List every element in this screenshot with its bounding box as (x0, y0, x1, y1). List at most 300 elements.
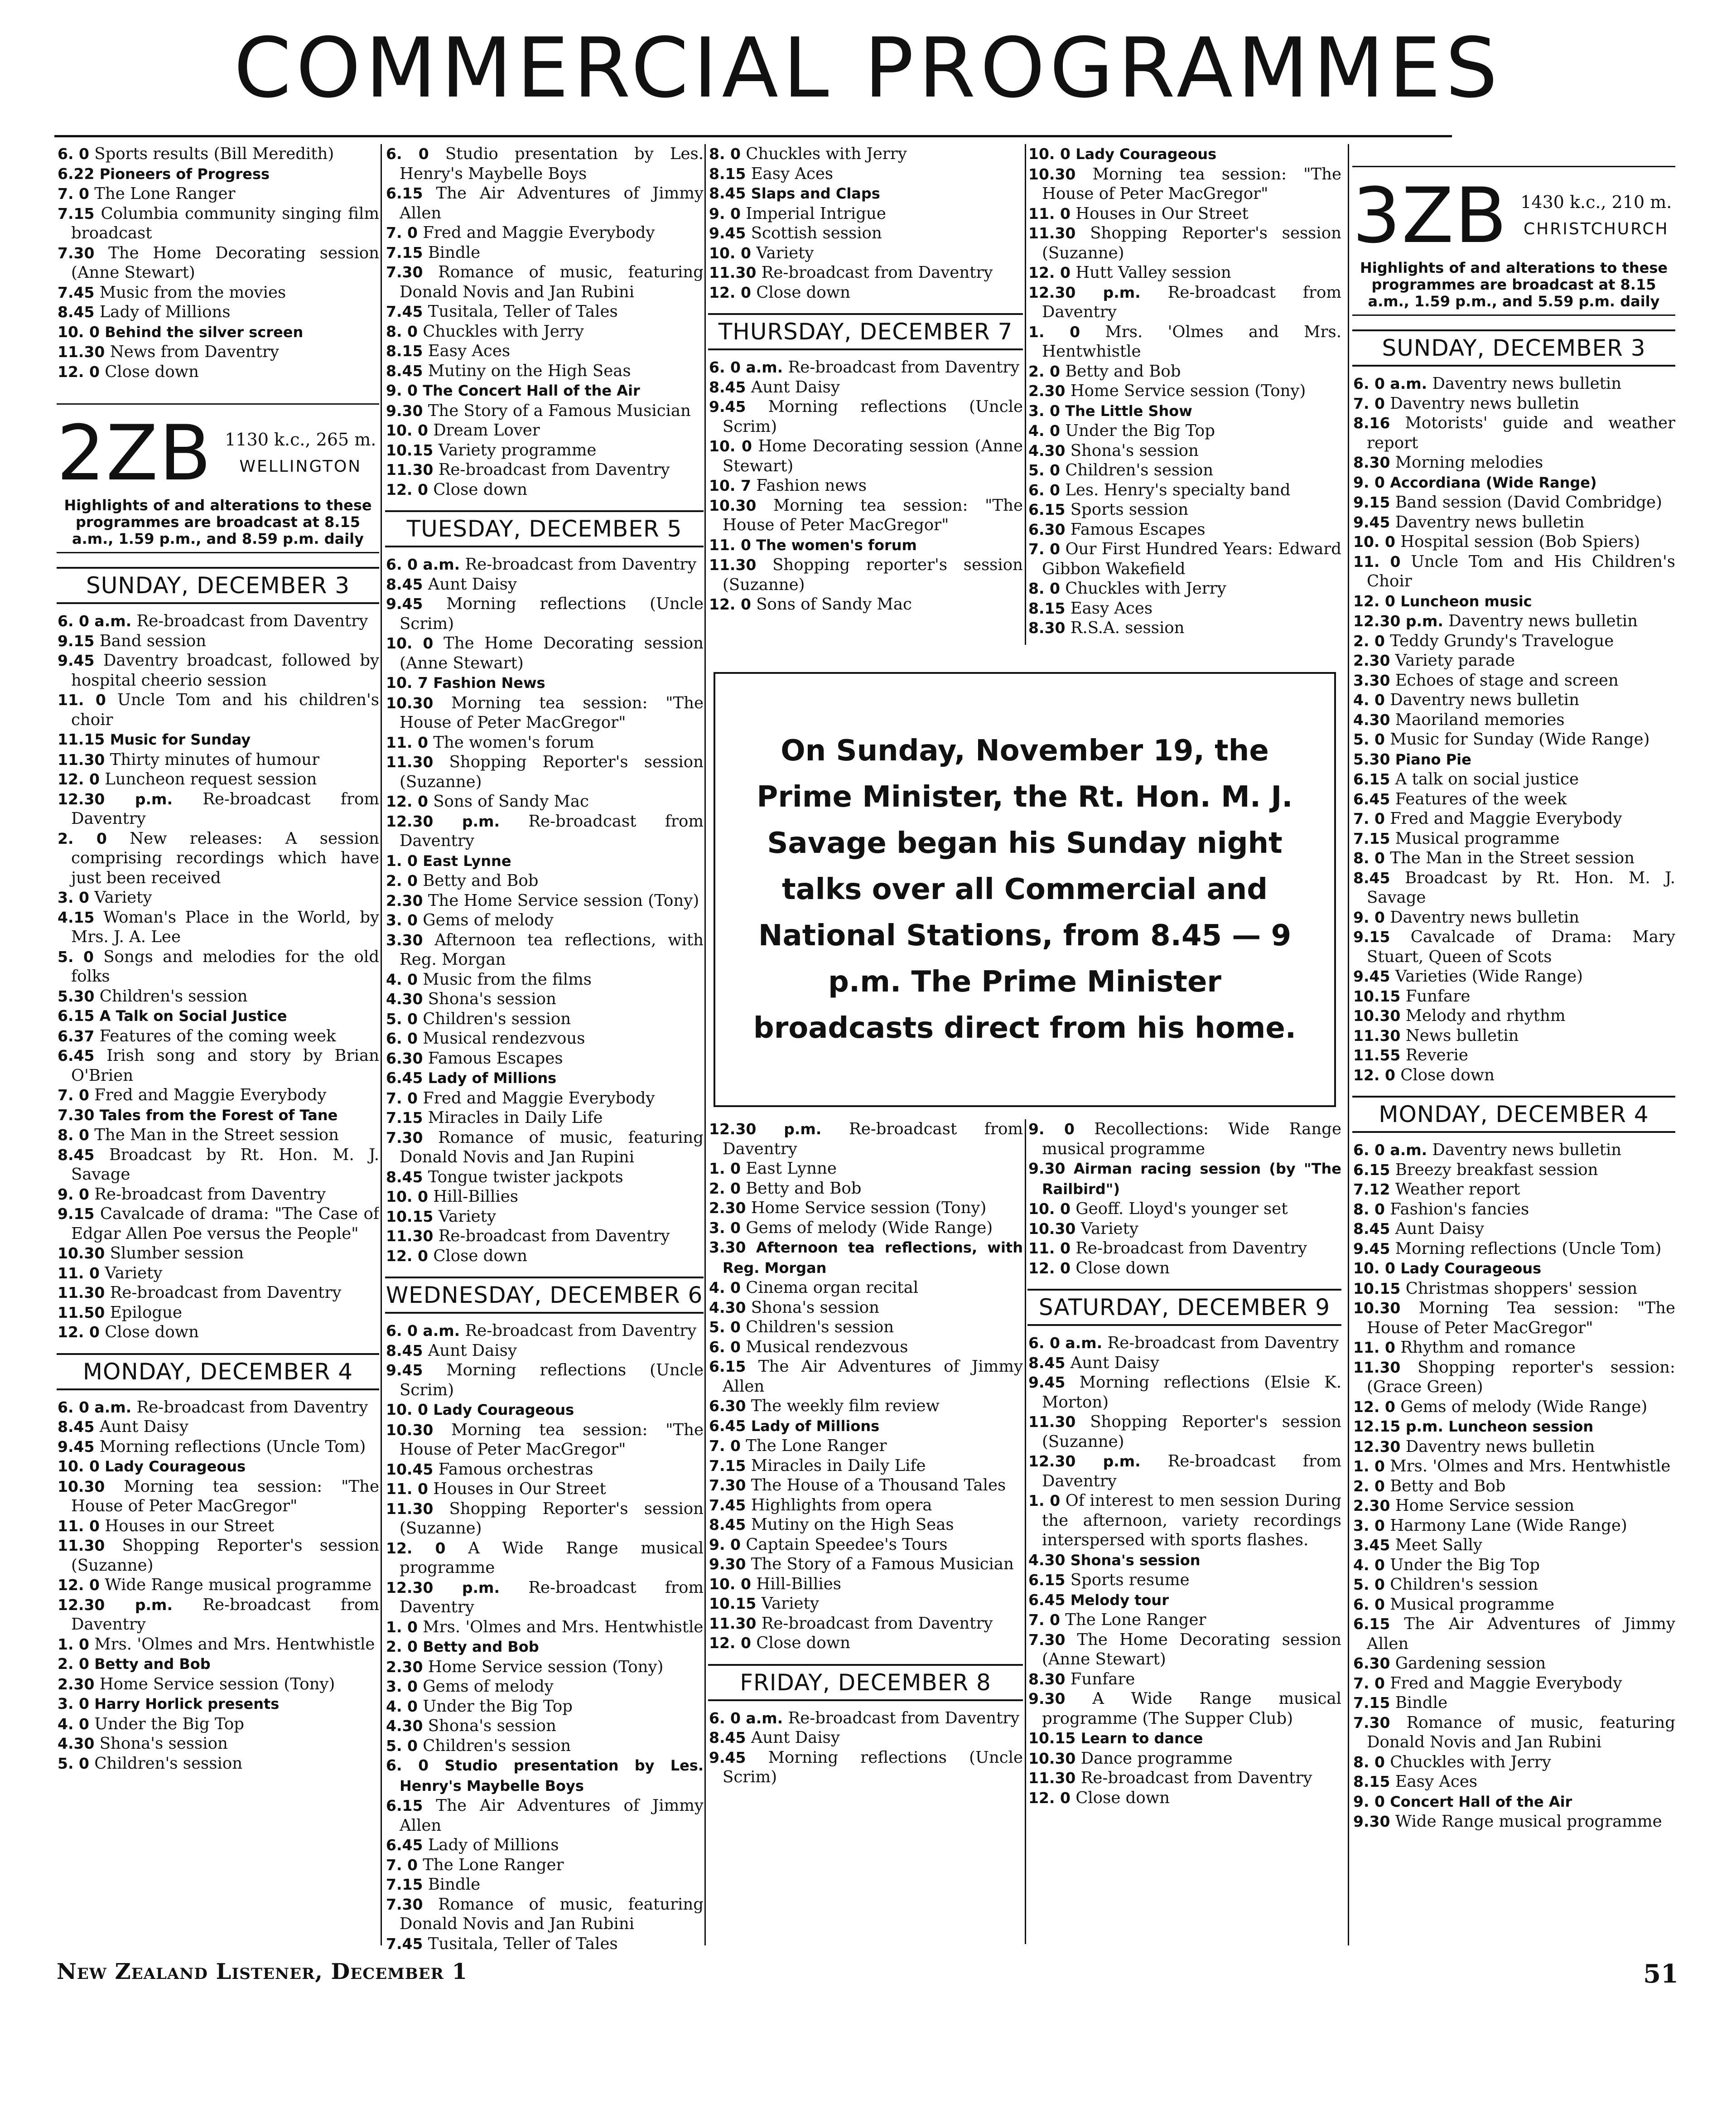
programme-title: Romance of music, featuring Donald Novis and Jan Rubini (400, 263, 704, 301)
programme-entry (57, 750, 379, 770)
programme-entry (1352, 552, 1675, 591)
programme-time: 5. 0 (1028, 461, 1060, 479)
programme-entry (1352, 374, 1675, 394)
programme-title: Columbia community singing film broadcast (71, 204, 379, 242)
programme-time: 12. 0 (709, 1634, 751, 1652)
programme-entry (1352, 1358, 1675, 1397)
programme-entry (385, 910, 704, 930)
programme-title: Re-broadcast from Daventry (1042, 283, 1341, 321)
programme-time: 9.30 (1028, 1690, 1066, 1707)
programme-entry (57, 1046, 379, 1085)
programme-entry (708, 283, 1023, 303)
programme-entry (1352, 1772, 1675, 1792)
programme-title: Daventry news bulletin (1390, 394, 1579, 413)
programme-title: Variety parade (1395, 651, 1515, 670)
programme-time: 6.15 (386, 184, 423, 202)
programme-entry (1352, 1065, 1675, 1085)
programme-entry (385, 891, 704, 911)
programme-entry (1027, 1119, 1341, 1159)
programme-time: 7.30 (386, 1128, 423, 1146)
programme-title: The Air Adventures of Jimmy Allen (400, 1796, 704, 1835)
programme-entry (1352, 1476, 1675, 1496)
programme-entry (1352, 591, 1675, 612)
programme-title: The weekly film review (751, 1397, 940, 1415)
programme-entry (385, 970, 704, 990)
programme-time: 10. 0 (386, 421, 428, 439)
programme-entry (1352, 809, 1675, 829)
programme-title: Lady of Millions (428, 1836, 559, 1854)
programme-time: 7. 0 (386, 1089, 418, 1107)
programme-entry (1027, 223, 1341, 263)
programme-time: 4.15 (58, 908, 95, 926)
column-divider (1025, 1119, 1026, 1944)
programme-time: 6. 0 a.m. (1353, 1141, 1427, 1159)
programme-time: 5. 0 (58, 1754, 89, 1772)
programme-entry (385, 812, 704, 851)
programme-title: News from Daventry (110, 343, 279, 361)
programme-time: 11.30 (386, 461, 434, 479)
programme-time: 10.15 (1028, 1729, 1076, 1747)
programme-time: 9.30 (1028, 1160, 1066, 1177)
programme-title: Funfare (1405, 987, 1471, 1006)
programme-time: 7.15 (386, 243, 423, 261)
programme-title: Tongue twister jackpots (428, 1167, 623, 1186)
programme-time: 6. 0 (386, 145, 429, 163)
programme-title: Re-broadcast from Daventry (788, 1708, 1020, 1727)
programme-entry (1352, 1006, 1675, 1026)
programme-entry (708, 1748, 1023, 1787)
programme-title: Lady Courageous (1075, 145, 1217, 163)
programme-title: Betty and Bob (1390, 1476, 1506, 1495)
programme-time: 2.30 (1353, 652, 1390, 669)
programme-title: Houses in Our Street (433, 1480, 606, 1498)
programme-time: 11.15 (58, 730, 105, 748)
programme-title: Variety programme (438, 440, 597, 459)
programme-title: Variety (761, 1594, 819, 1613)
programme-title: Shopping Reporter's session (Suzanne) (400, 1499, 704, 1538)
programme-time: 11.30 (58, 1537, 105, 1554)
programme-time: 5. 0 (1353, 730, 1385, 748)
programme-time: 12.30 p.m. (386, 1578, 500, 1596)
programme-time: 6.30 (1353, 1654, 1390, 1672)
programme-entry (1027, 480, 1341, 500)
station-frequency: 1130 k.c., 265 m. (225, 430, 376, 450)
programme-title: Children's session (94, 1754, 243, 1773)
programme-entry (57, 651, 379, 690)
programme-time: 6.45 (386, 1069, 423, 1087)
programme-entry (385, 1934, 704, 1954)
programme-entry (57, 1516, 379, 1536)
programme-time: 6.45 (1028, 1591, 1066, 1609)
programme-title: Hill-Billies (756, 1574, 841, 1593)
programme-entry (57, 1536, 379, 1575)
programme-time: 11.30 (1028, 224, 1076, 242)
programme-title: Easy Aces (751, 164, 834, 183)
column-divider (381, 144, 382, 1945)
programme-entry (708, 377, 1023, 397)
programme-title: The women's forum (433, 733, 594, 752)
programme-title: Songs and melodies for the old folks (71, 947, 379, 986)
programme-entry (57, 1417, 379, 1437)
programme-title: Sports resume (1070, 1571, 1190, 1589)
title-rule (54, 135, 1452, 137)
programme-time: 6. 0 (1353, 1595, 1385, 1613)
programme-title: Irish song and story by Brian O'Brien (71, 1046, 379, 1085)
programme-entry (1352, 1180, 1675, 1200)
programme-entry (1352, 1298, 1675, 1338)
programme-entry (57, 987, 379, 1006)
programme-time: 1. 0 (386, 1618, 418, 1636)
programme-title: Close down (433, 480, 527, 499)
programme-title: Tusitala, Teller of Tales (428, 1934, 618, 1953)
programme-time: 8.15 (1353, 1773, 1390, 1790)
programme-title: Home Decorating session (Anne Stewart) (723, 437, 1023, 475)
programme-entry (1352, 690, 1675, 710)
programme-time: 7. 0 (1028, 1611, 1060, 1629)
programme-entry (1027, 421, 1341, 441)
programme-title: Of interest to men session During the afternoon, variety recordings interspersed with sports flashes. (1042, 1491, 1341, 1549)
programme-entry (57, 1734, 379, 1754)
programme-entry (1027, 441, 1341, 461)
programme-entry (1352, 1812, 1675, 1832)
programme-entry (385, 184, 704, 223)
programme-title: Our First Hundred Years: Edward Gibbon Wakefield (1042, 540, 1341, 578)
programme-entry (708, 1456, 1023, 1476)
programme-time: 6. 0 (386, 1030, 418, 1047)
programme-entry (708, 535, 1023, 556)
programme-entry (708, 223, 1023, 243)
programme-time: 7.15 (386, 1109, 423, 1127)
column-4 (1027, 144, 1341, 661)
programme-entry (1352, 1792, 1675, 1812)
programme-time: 7.15 (58, 204, 95, 222)
programme-time: 1. 0 (1353, 1457, 1385, 1475)
programme-time: 8.45 (1028, 1354, 1066, 1372)
programme-time: 2.30 (386, 1658, 423, 1676)
programme-title: Romance of music, featuring Donald Novis and Jan Rubini (1367, 1713, 1675, 1751)
programme-title: Gems of melody (423, 911, 554, 929)
programme-title: The Little Show (1065, 402, 1192, 420)
programme-entry (708, 1728, 1023, 1748)
programme-title: Gems of melody (423, 1677, 554, 1696)
programme-time: 10.30 (58, 1244, 105, 1262)
programme-entry (385, 322, 704, 342)
programme-time: 12. 0 (386, 480, 428, 498)
programme-title: Betty and Bob (746, 1179, 862, 1198)
programme-title: Children's session (423, 1736, 571, 1755)
programme-entry (385, 1716, 704, 1736)
programme-entry (385, 1108, 704, 1128)
programme-title: Re-broadcast from Daventry (71, 789, 379, 828)
programme-entry (385, 480, 704, 500)
programme-time: 10.15 (709, 1595, 757, 1612)
programme-title: Re-broadcast from Daventry (400, 812, 704, 850)
programme-entry (708, 243, 1023, 263)
programme-time: 6.37 (58, 1027, 95, 1045)
programme-title: Geoff. Lloyd's younger set (1075, 1200, 1288, 1218)
programme-entry (57, 1026, 379, 1046)
programme-title: Mutiny on the High Seas (751, 1515, 954, 1534)
programme-title: Learn to dance (1080, 1730, 1203, 1747)
programme-entry (57, 1398, 379, 1417)
programme-entry (1352, 1575, 1675, 1595)
programme-title: Music from the movies (99, 283, 286, 302)
programme-title: Miracles in Daily Life (428, 1108, 603, 1127)
programme-time: 8.15 (386, 342, 423, 360)
programme-entry (1027, 401, 1341, 421)
programme-entry (385, 341, 704, 361)
programme-title: Shona's session (1070, 441, 1199, 460)
programme-entry (385, 1875, 704, 1895)
programme-time: 4. 0 (1353, 1556, 1385, 1574)
programme-entry (1352, 1417, 1675, 1437)
programme-time: 6. 0 (1028, 481, 1060, 499)
programme-time: 9.30 (709, 1555, 746, 1573)
programme-title: The Home Service session (Tony) (428, 891, 699, 910)
programme-time: 10.30 (58, 1477, 105, 1495)
programme-entry (708, 1337, 1023, 1357)
programme-entry (1027, 579, 1341, 599)
programme-title: A Wide Range musical programme (The Supper Club) (1042, 1689, 1341, 1728)
programme-time: 10. 0 (386, 1401, 428, 1418)
programme-time: 9. 0 (386, 382, 418, 399)
programme-title: Wide Range musical programme (105, 1576, 372, 1594)
programme-title: Close down (756, 1634, 850, 1652)
programme-time: 4. 0 (709, 1279, 741, 1296)
programme-time: 6.30 (709, 1397, 746, 1415)
programme-entry (385, 871, 704, 891)
programme-title: The Lone Ranger (94, 184, 236, 203)
programme-title: Bindle (1395, 1693, 1448, 1712)
programme-entry (57, 1694, 379, 1714)
programme-entry (1352, 1258, 1675, 1279)
programme-time: 10. 7 (709, 477, 751, 494)
programme-entry (1027, 1451, 1341, 1491)
programme-entry (57, 283, 379, 303)
programme-entry (1352, 750, 1675, 770)
programme-title: Variety (105, 1263, 163, 1282)
programme-entry (57, 243, 379, 283)
station-call-sign: 2ZB (57, 409, 212, 498)
programme-entry (1352, 651, 1675, 671)
programme-entry (708, 263, 1023, 283)
programme-title: Lady Courageous (105, 1458, 246, 1475)
programme-entry (1352, 1535, 1675, 1555)
programme-entry (385, 1756, 704, 1796)
programme-entry (1352, 473, 1675, 493)
programme-title: Morning melodies (1395, 453, 1543, 472)
programme-time: 10. 0 (1353, 1259, 1395, 1277)
programme-entry (1027, 362, 1341, 382)
programme-title: Shopping Reporter's session (Suzanne) (1042, 1412, 1341, 1451)
programme-title: Children's session (99, 987, 248, 1006)
programme-title: Morning tea session: "The House of Peter MacGregor" (71, 1477, 379, 1515)
programme-entry (57, 302, 379, 322)
programme-title: Hospital session (Bob Spiers) (1400, 532, 1640, 551)
programme-title: Miracles in Daily Life (751, 1456, 926, 1475)
programme-title: Musical rendezvous (423, 1029, 585, 1048)
programme-time: 4.30 (1028, 1551, 1066, 1569)
programme-title: Daventry news bulletin (1390, 908, 1579, 927)
programme-title: Re-broadcast from Daventry (1080, 1769, 1312, 1787)
programme-title: East Lynne (746, 1159, 837, 1178)
programme-title: Morning reflections (Uncle Scrim) (400, 1361, 704, 1399)
programme-entry (1027, 283, 1341, 322)
programme-title: Recollections: Wide Range musical programme (1042, 1120, 1341, 1158)
programme-title: Features of the coming week (99, 1026, 336, 1045)
programme-entry (1352, 1456, 1675, 1476)
programme-time: 11.30 (386, 753, 434, 771)
programme-time: 6.45 (58, 1047, 95, 1064)
programme-time: 9. 0 (1353, 908, 1385, 926)
programme-time: 7. 0 (386, 1856, 418, 1874)
programme-time: 10.30 (1353, 1007, 1401, 1025)
day-heading: THURSDAY, DECEMBER 7 (708, 313, 1023, 350)
programme-title: Romance of music, featuring Donald Novis and Jan Rubini (400, 1895, 704, 1933)
programme-entry (708, 204, 1023, 224)
programme-entry (385, 1657, 704, 1677)
programme-title: Variety (756, 243, 814, 262)
programme-time: 7.15 (386, 1876, 423, 1893)
programme-entry (57, 1575, 379, 1595)
programme-entry (385, 381, 704, 401)
programme-title: Cinema organ recital (746, 1278, 919, 1297)
programme-entry (385, 752, 704, 792)
programme-entry (1027, 1491, 1341, 1550)
programme-time: 7.12 (1353, 1180, 1390, 1198)
programme-entry (385, 1009, 704, 1029)
programme-entry (1027, 460, 1341, 480)
programme-entry (57, 1437, 379, 1457)
programme-entry (57, 1243, 379, 1263)
programme-time: 10.30 (709, 496, 757, 514)
programme-entry (385, 733, 704, 753)
programme-entry (385, 1499, 704, 1538)
programme-time: 12.15 p.m. (1353, 1417, 1443, 1435)
programme-time: 11.30 (1028, 1413, 1076, 1431)
programme-entry (385, 1835, 704, 1855)
programme-time: 4.30 (386, 990, 423, 1008)
programme-time: 2.30 (709, 1199, 746, 1217)
programme-title: Re-broadcast from Daventry (723, 1120, 1023, 1158)
programme-time: 8. 0 (58, 1126, 89, 1144)
programme-entry (1027, 381, 1341, 401)
programme-time: 12. 0 (709, 283, 751, 301)
programme-entry (1027, 1669, 1341, 1689)
programme-title: Afternoon tea reflections, with Reg. Morgan (723, 1239, 1023, 1277)
programme-title: Daventry news bulletin (1432, 374, 1622, 393)
programme-entry (708, 1238, 1023, 1278)
programme-entry (57, 829, 379, 888)
programme-entry (1352, 987, 1675, 1006)
programme-entry (385, 1341, 704, 1361)
programme-time: 5. 0 (386, 1010, 418, 1028)
station-header (1352, 171, 1675, 260)
day-heading: TUESDAY, DECEMBER 5 (385, 510, 704, 547)
programme-entry (385, 421, 704, 440)
programme-entry (57, 1006, 379, 1026)
programme-time: 5. 0 (709, 1318, 741, 1336)
programme-time: 6.30 (1028, 520, 1066, 538)
programme-title: Funfare (1070, 1669, 1135, 1688)
programme-time: 12.30 (1353, 1437, 1401, 1456)
programme-entry (708, 1416, 1023, 1437)
programme-time: 11. 0 (1028, 204, 1071, 222)
programme-time: 12. 0 (58, 1323, 100, 1341)
programme-entry (1352, 967, 1675, 987)
programme-entry (385, 1321, 704, 1341)
programme-time: 11.30 (1028, 1769, 1076, 1787)
programme-time: 8.45 (58, 303, 95, 321)
programme-time: 9.15 (58, 632, 95, 650)
programme-entry (1027, 1199, 1341, 1219)
programme-time: 2. 0 (58, 1655, 89, 1673)
programme-entry (385, 634, 704, 673)
programme-title: Morning Tea session: "The House of Peter MacGregor" (1367, 1299, 1675, 1337)
programme-entry (708, 1708, 1023, 1728)
programme-time: 4.30 (1353, 711, 1390, 729)
programme-title: Daventry news bulletin (1390, 691, 1579, 709)
programme-title: Aunt Daisy (1395, 1219, 1484, 1238)
programme-entry (1352, 394, 1675, 414)
programme-entry (1027, 1630, 1341, 1669)
programme-entry (1027, 322, 1341, 362)
programme-time: 8.30 (1028, 1670, 1066, 1688)
programme-time: 6.15 (1028, 501, 1066, 518)
programme-time: 11. 0 (386, 733, 428, 751)
programme-title: Houses in Our Street (1075, 204, 1249, 223)
programme-entry (1027, 618, 1341, 638)
programme-entry (1352, 789, 1675, 809)
programme-entry (708, 1633, 1023, 1653)
programme-title: Close down (105, 362, 199, 381)
programme-title: Home Service session (Tony) (751, 1199, 987, 1217)
programme-entry (57, 947, 379, 987)
programme-time: 6.45 (1353, 790, 1390, 808)
programme-title: Mrs. 'Olmes and Mrs. Hentwhistle (94, 1635, 375, 1654)
page-title: COMMERCIAL PROGRAMMES (234, 20, 1502, 116)
programme-title: Aunt Daisy (1070, 1353, 1159, 1372)
programme-title: Gardening session (1395, 1654, 1546, 1673)
programme-title: Home Service session (1395, 1496, 1575, 1515)
station-info (1520, 189, 1672, 243)
programme-entry (57, 789, 379, 829)
programme-time: 10.30 (1028, 165, 1076, 183)
programme-entry (1352, 1026, 1675, 1046)
day-heading: SUNDAY, DECEMBER 3 (57, 567, 379, 604)
programme-entry (1027, 1550, 1341, 1571)
programme-entry (57, 769, 379, 789)
programme-entry (708, 1278, 1023, 1298)
programme-time: 5.30 (58, 987, 95, 1005)
programme-entry (385, 1088, 704, 1108)
programme-time: 10.30 (386, 694, 434, 712)
programme-entry (708, 1298, 1023, 1318)
programme-entry (385, 851, 704, 871)
programme-time: 12. 0 (1028, 264, 1071, 281)
programme-time: 6. 0 a.m. (386, 556, 460, 573)
programme-time: 7. 0 (58, 185, 89, 203)
programme-time: 10.15 (1353, 1279, 1401, 1297)
programme-time: 8.45 (386, 1341, 423, 1359)
column-divider (1025, 144, 1026, 645)
programme-entry (1027, 520, 1341, 540)
programme-title: Rhythm and romance (1400, 1338, 1576, 1357)
programme-title: East Lynne (423, 852, 511, 870)
programme-title: Daventry news bulletin (1448, 612, 1638, 630)
programme-time: 6. 0 a.m. (58, 612, 132, 630)
programme-title: Morning reflections (Uncle Tom) (1395, 1239, 1662, 1258)
